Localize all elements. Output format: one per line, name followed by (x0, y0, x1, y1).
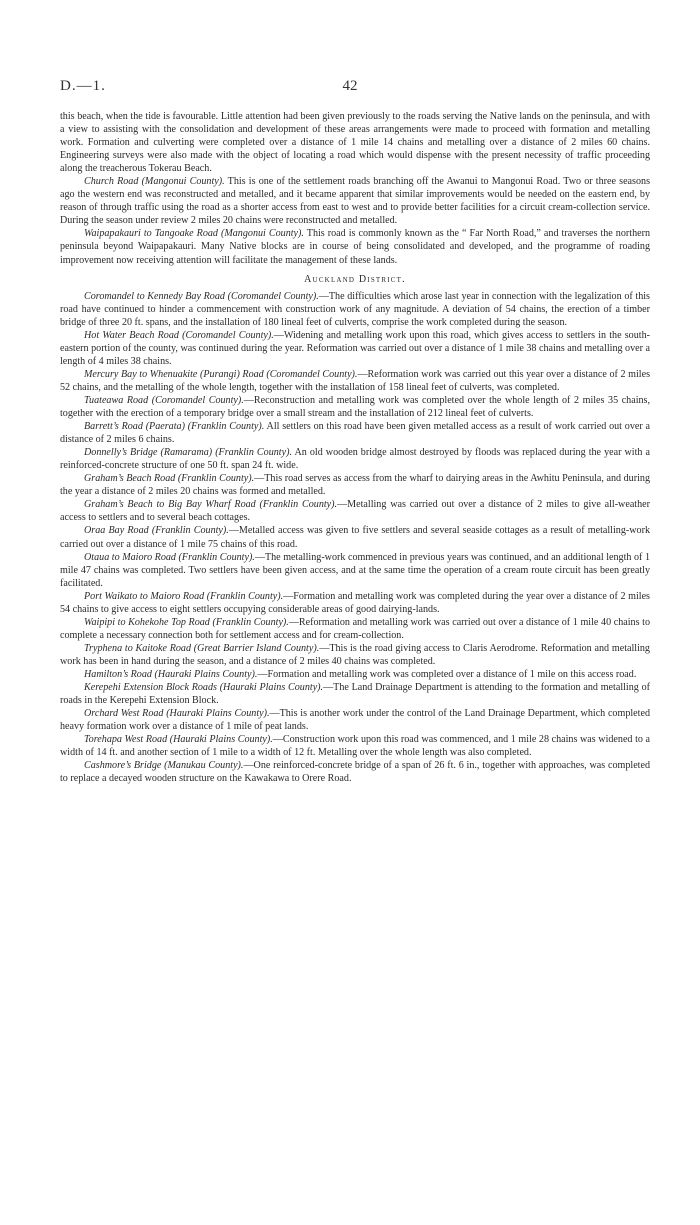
road-paragraph (60, 498, 650, 524)
road-text: This is one of the settlement roads branching off the Awanui to Mangonui Road. Two or three seasons ago the western end was reconstructed and metalled, and it became apparent that similar improvements would be needed on the eastern end, by reason of through traffic using the road as a shorter access from east to west and to provide better facilities for a circuit cream-collection service. During the season under review 2 miles 20 chains were reconstructed and metalled. (60, 176, 650, 227)
road-paragraph (60, 668, 650, 681)
road-text: —One reinforced-concrete bridge of a span of 26 ft. 6 in., together with approaches, was completed to replace a decayed wooden structure on the Kawakawa to Orere Road. (60, 760, 651, 785)
road-title: Coromandel to Kennedy Bay Road (Coromandel County). (84, 290, 319, 302)
page-number: 42 (342, 78, 358, 94)
road-title: Donnelly’s Bridge (Ramarama) (Franklin County). (84, 447, 292, 459)
road-text: —Metalling was carried out over a distance of 2 miles to give all-weather access to settlers and to several beach cottages. (60, 499, 650, 524)
road-title: Otaua to Maioro Road (Franklin County). (84, 551, 255, 563)
road-text: All settlers on this road have been given metalled access as a result of work carried out over a distance of 2 miles 6 chains. (60, 421, 650, 446)
road-title: Tryphena to Kaitoke Road (Great Barrier Island County). (84, 642, 320, 654)
road-paragraph (60, 472, 650, 498)
road-paragraph (60, 707, 650, 733)
road-text: —Formation and metalling work was completed over a distance of 1 mile on this access road. (257, 668, 637, 680)
road-paragraph (60, 642, 650, 668)
road-text: —Reconstruction and metalling work was completed over the whole length of 2 miles 35 chains, together with the erection of a temporary bridge over a small stream and the installation of 212 lineal feet of culverts. (60, 394, 650, 420)
document-body (60, 110, 650, 785)
road-title: Church Road (Mangonui County). (84, 176, 225, 188)
road-paragraph (60, 420, 650, 446)
road-title: Waipapakauri to Tangoake Road (Mangonui County). (84, 228, 304, 240)
road-paragraph (60, 394, 650, 420)
road-paragraph (60, 551, 650, 590)
road-title: Torehapa West Road (Hauraki Plains County). (84, 734, 273, 746)
road-paragraph (60, 590, 650, 616)
road-text: —The difficulties which arose last year in connection with the legalization of this road have continued to hinder a commencement with construction work of any magnitude. A deviation of 54 chains, the erection of a timber bridge of three 20 ft. spans, and the installation of 180 lineal feet of culverts, comprise the work completed during the season. (60, 290, 650, 328)
intro-paragraph: this beach, when the tide is favourable. Little attention had been given previously to the roads serving the Native lands on the peninsula, and with a view to assisting with the consolidation and development of these areas arrangements were made to proceed with formation and metalling work. Formation and culverting were completed over a distance of 1 mile 14 chains and metalling over a distance of 2 miles 60 chains. Engineering surveys were also made with the object of locating a road which would dispense with the present necessity of traffic proceeding along the treacherous Tokerau Beach. (60, 111, 650, 175)
road-paragraph (60, 290, 650, 329)
road-title: Tuateawa Road (Coromandel County). (84, 394, 244, 406)
road-title: Graham’s Beach Road (Franklin County). (84, 473, 255, 485)
road-title: Waipipi to Kohekohe Top Road (Franklin County). (84, 616, 289, 628)
road-paragraph (60, 175, 650, 227)
road-paragraph (60, 446, 650, 472)
road-text: —The metalling-work commenced in previous years was continued, and an additional length of 1 mile 47 chains was completed. Two settlers have been given access, and at the same time the operation of a cream route circuit has been greatly facilitated. (60, 551, 650, 589)
road-text: —Widening and metalling work upon this road, which gives access to settlers in the south-eastern portion of the county, was continued during the year. Reformation was carried out over a distance of 1 mile 38 chains and metalling over a length of 4 miles 38 chains. (60, 329, 650, 367)
road-paragraph (60, 368, 650, 394)
road-text: —Reformation work was carried out this year over a distance of 2 miles 52 chains, and the metalling of the whole length, together with the installation of 158 lineal feet of culverts, was completed. (60, 368, 650, 393)
road-text: —This road serves as access from the wharf to dairying areas in the Awhitu Peninsula, and during the year a distance of 2 miles 20 chains was formed and metalled. (60, 473, 650, 498)
road-title: Orchard West Road (Hauraki Plains County). (84, 708, 270, 720)
road-paragraph (60, 329, 650, 368)
road-text: —The Land Drainage Department is attending to the formation and metalling of roads in the Kerepehi Extension Block. (60, 682, 650, 707)
road-text: —Reformation and metalling work was carried out over a distance of 1 mile 40 chains to complete a necessary connection both for settlement access and for cream-collection. (60, 616, 651, 641)
road-text: —Construction work upon this road was commenced, and 1 mile 28 chains was widened to a width of 14 ft. and another section of 1 mile to a width of 12 ft. Metalling over the whole length was also completed. (60, 734, 650, 759)
road-text: —Formation and metalling work was completed during the year over a distance of 2 miles 54 chains to give access to eight settlers occupying considerable areas of good dairying-lands. (60, 590, 650, 615)
road-paragraph (60, 681, 650, 707)
road-text: —This is the road giving access to Claris Aerodrome. Reformation and metalling work has been in hand during the season, and a distance of 2 miles 40 chains was completed. (60, 642, 650, 667)
document-reference: D.—1. (60, 78, 106, 94)
road-title: Kerepehi Extension Block Roads (Hauraki Plains County). (84, 682, 324, 694)
road-text: An old wooden bridge almost destroyed by floods was replaced during the year with a reinforced-concrete structure of one 50 ft. span 24 ft. wide. (60, 447, 650, 472)
road-text: —Metalled access was given to five settlers and several seaside cottages as a result of metalling-work carried out over a distance of 1 mile 75 chains of this road. (60, 525, 650, 550)
road-text: This road is commonly known as the “ Far North Road,” and traverses the northern peninsula beyond Waipapakauri. Many Native blocks are in course of being consolidated and developed, and the programme of roading improvement now receiving attention will facilitate the management of these lands. (60, 228, 651, 266)
road-paragraph (60, 733, 650, 759)
road-paragraph (60, 759, 650, 785)
road-title: Cashmore’s Bridge (Manukau County). (84, 760, 244, 772)
road-title: Mercury Bay to Whenuakite (Purangi) Road (Coromandel County). (84, 368, 358, 380)
road-paragraph (60, 524, 650, 550)
road-title: Port Waikato to Maioro Road (Franklin County). (84, 590, 284, 602)
road-title: Graham’s Beach to Big Bay Wharf Road (Franklin County). (84, 499, 338, 511)
road-text: —This is another work under the control of the Land Drainage Department, which completed heavy formation work over a distance of 1 mile of peat lands. (60, 708, 650, 733)
section-heading: Auckland District. (304, 273, 406, 285)
road-title: Barrett’s Road (Paerata) (Franklin County). (84, 421, 265, 433)
road-title: Hamilton’s Road (Hauraki Plains County). (84, 668, 258, 680)
road-paragraph (60, 616, 650, 642)
road-title: Oraa Bay Road (Franklin County). (84, 525, 229, 537)
road-title: Hot Water Beach Road (Coromandel County). (84, 329, 274, 341)
road-paragraph (60, 227, 650, 266)
